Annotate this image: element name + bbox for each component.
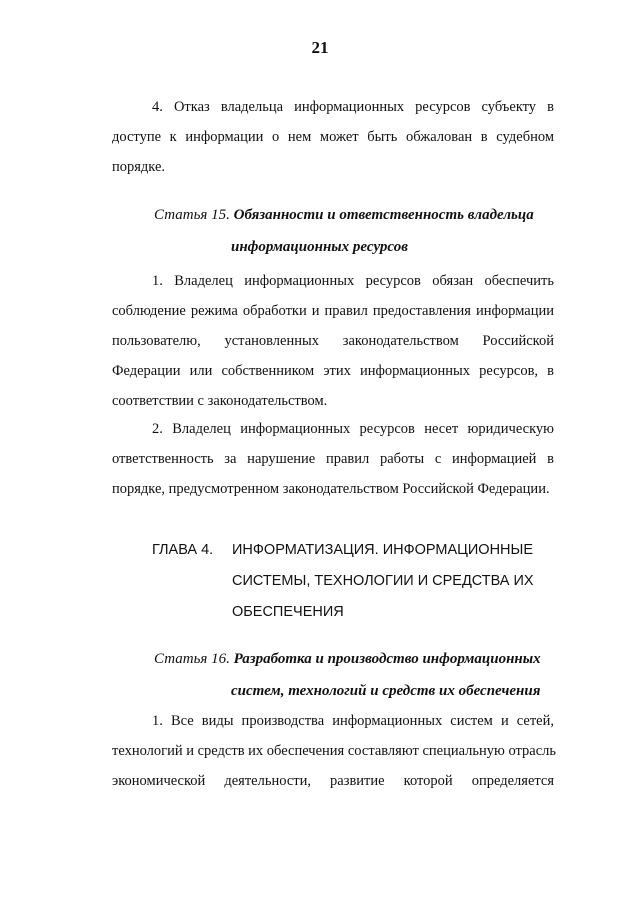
text-line: экономической деятельности, развитие которой определяется <box>112 773 554 789</box>
text-line: соответствии с законодательством. <box>112 393 328 409</box>
text-line: доступе к информации о нем может быть обжалован в судебном <box>112 129 554 145</box>
text-line: 4. Отказ владельца информационных ресурсов субъекту в <box>152 99 554 115</box>
paragraph-production-branch <box>112 706 557 796</box>
text-line: 1. Владелец информационных ресурсов обязан обеспечить <box>152 273 554 289</box>
article-heading-line <box>112 675 554 707</box>
paragraph-owner-liability <box>112 414 554 504</box>
article-heading-line <box>112 199 554 231</box>
chapter-label: ГЛАВА 4. <box>152 542 214 558</box>
text-line: Федерации или собственником этих информационных ресурсов, в <box>112 363 554 379</box>
article-label: Статья 15. <box>154 207 230 223</box>
article-15-heading <box>112 199 554 263</box>
text-line: 2. Владелец информационных ресурсов несет юридическую <box>152 421 554 437</box>
text-line: 1. Все виды производства информационных систем и сетей, <box>152 713 554 729</box>
text-line: соблюдение режима обработки и правил предоставления информации <box>112 303 554 319</box>
text-line: технологий и средств их обеспечения составляют специальную отрасль <box>112 743 557 759</box>
page-number: 21 <box>311 38 329 57</box>
article-title: Разработка и производство информационных <box>233 651 541 667</box>
article-title: информационных ресурсов <box>231 239 408 255</box>
text-line: порядке, предусмотренном законодательством Российской Федерации. <box>112 481 550 497</box>
article-title: систем, технологий и средств их обеспечения <box>231 683 541 699</box>
chapter-title-line: СИСТЕМЫ, ТЕХНОЛОГИИ И СРЕДСТВА ИХ <box>232 573 534 589</box>
chapter-heading-row <box>152 535 572 566</box>
text-line: пользователю, установленных законодательством Российской <box>112 333 554 349</box>
paragraph-refusal-appeal <box>112 92 554 182</box>
article-label: Статья 16. <box>154 651 230 667</box>
article-16-heading <box>112 643 554 707</box>
article-heading-line <box>112 231 554 263</box>
article-title: Обязанности и ответственность владельца <box>233 207 534 223</box>
text-line: ответственность за нарушение правил работы с информацией в <box>112 451 554 467</box>
chapter-title-line: ИНФОРМАТИЗАЦИЯ. ИНФОРМАЦИОННЫЕ <box>232 542 534 558</box>
paragraph-owner-obligation <box>112 266 554 416</box>
chapter-4-heading <box>152 535 572 628</box>
chapter-title-line: ОБЕСПЕЧЕНИЯ <box>232 604 344 620</box>
article-heading-line <box>112 643 554 675</box>
text-line: порядке. <box>112 159 166 175</box>
